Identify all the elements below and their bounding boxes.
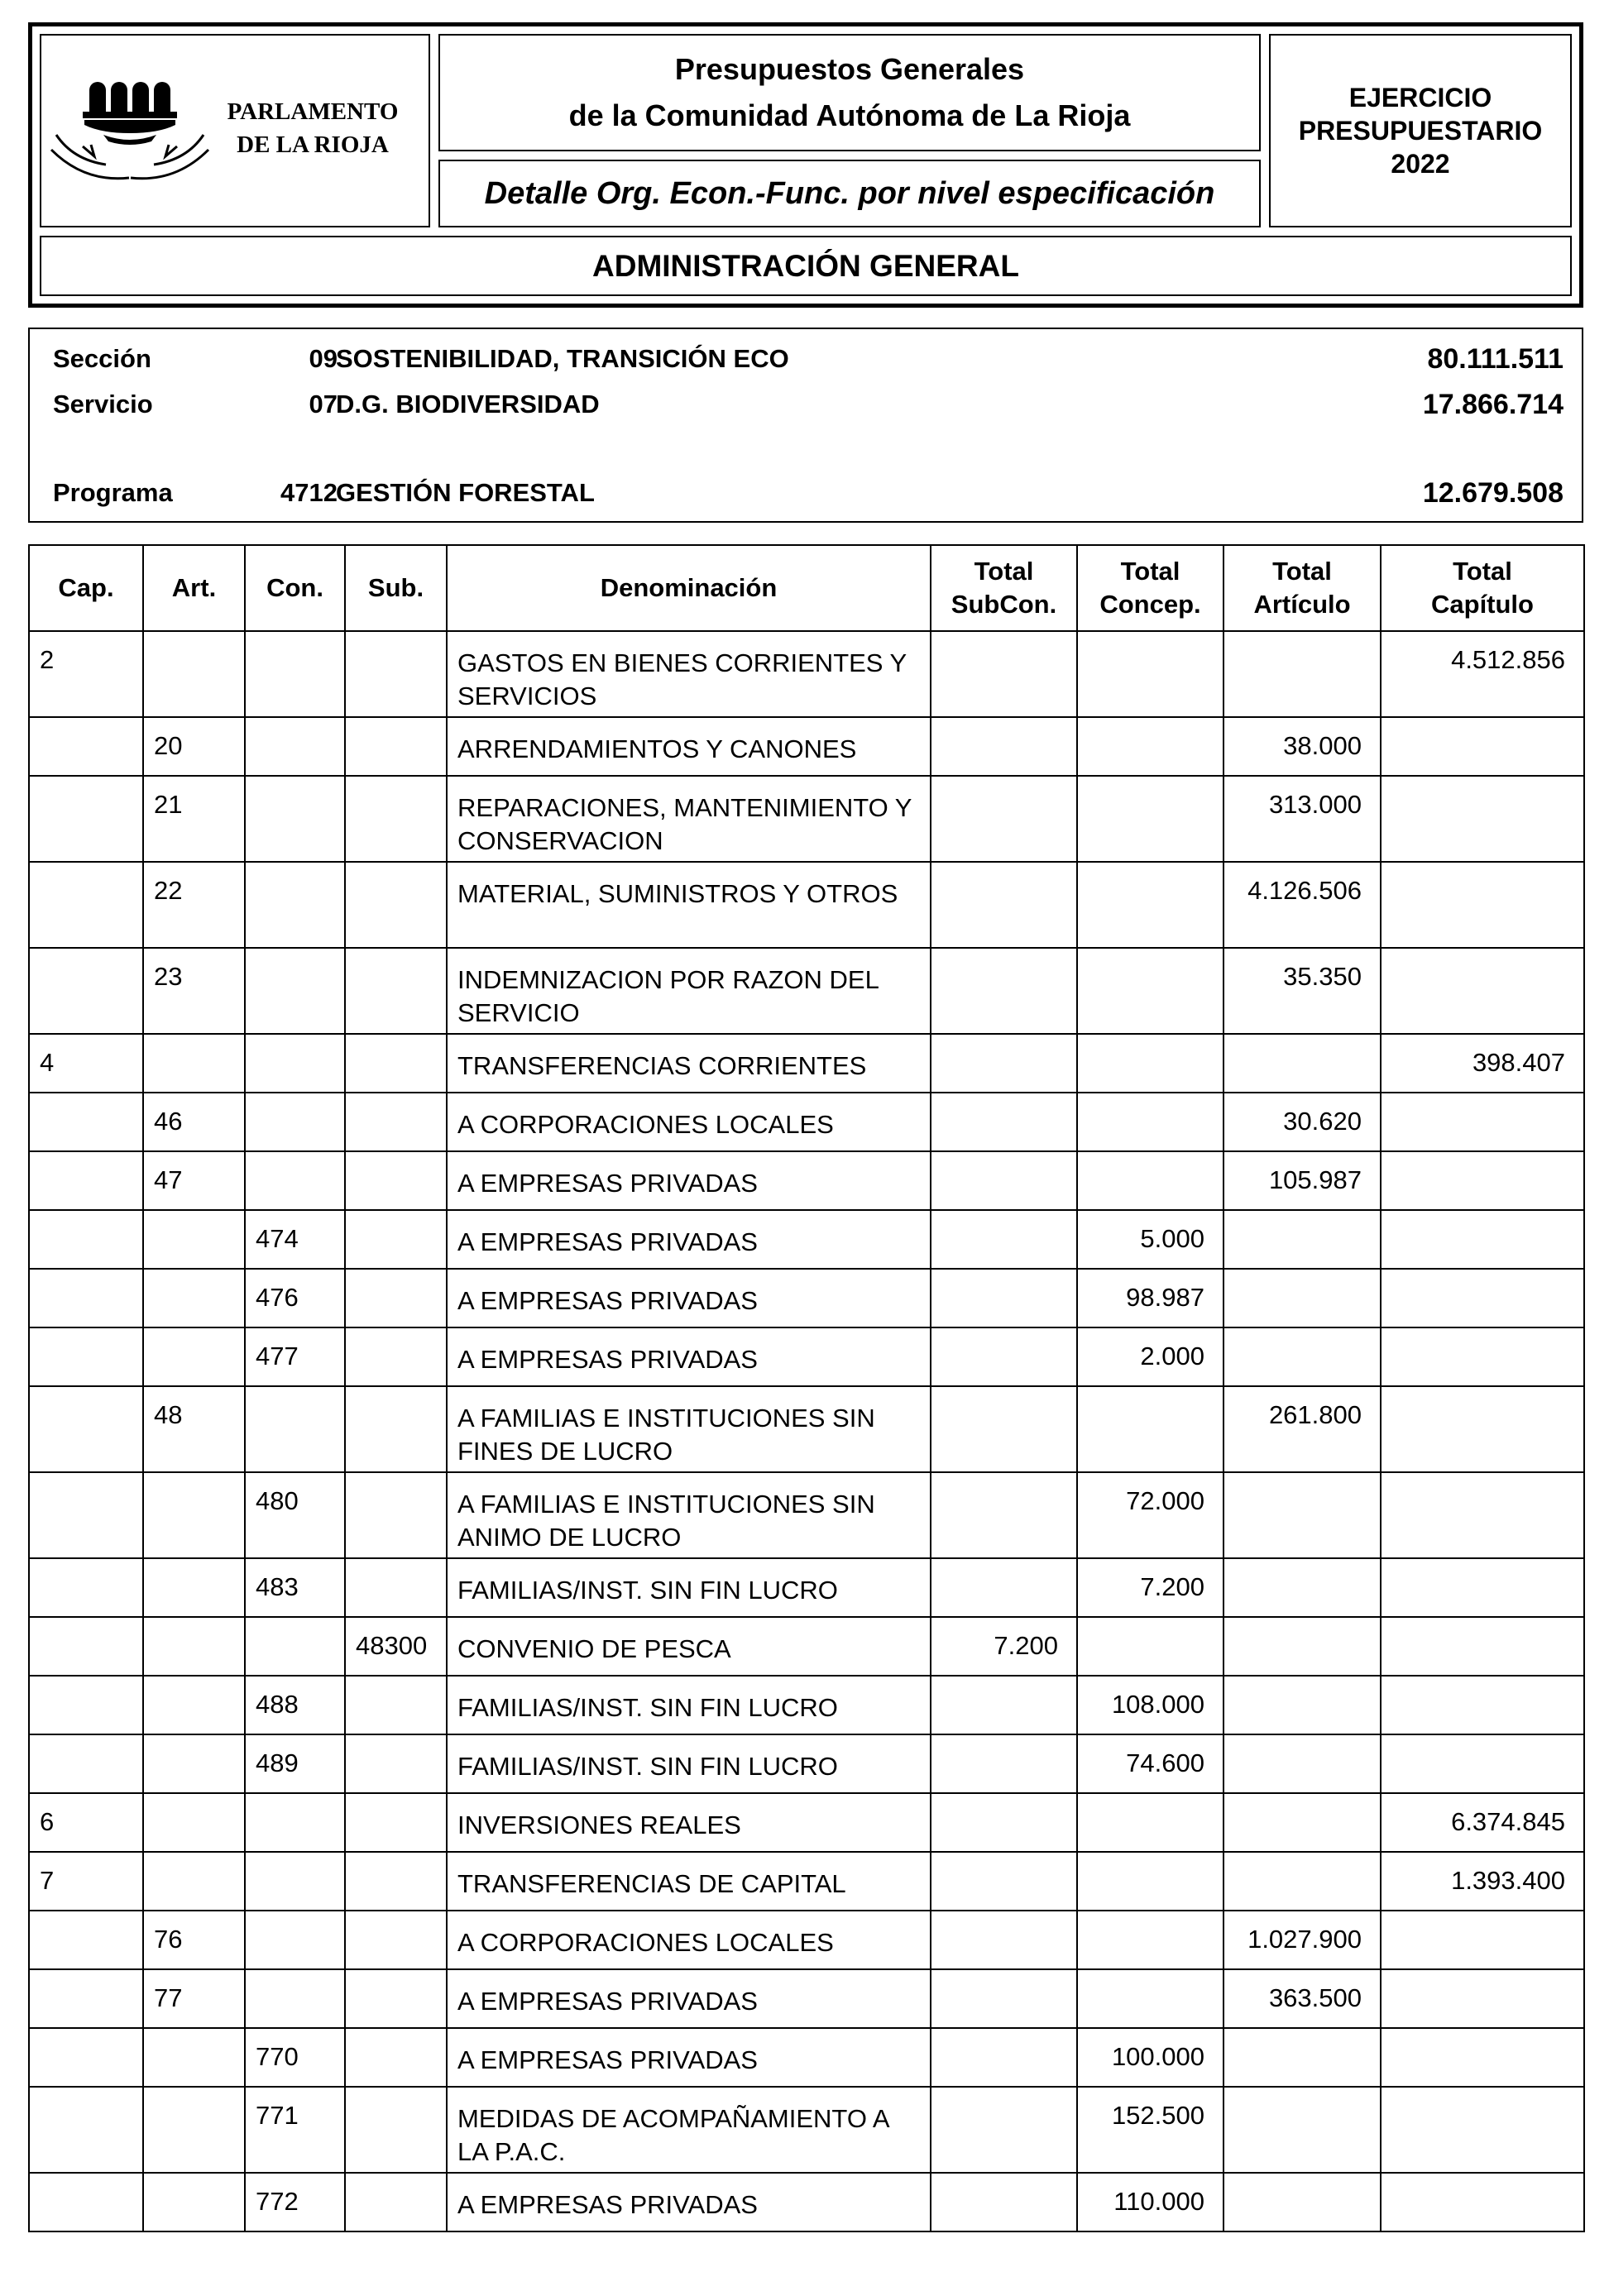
table-row — [29, 631, 1584, 717]
cell-concep — [1077, 1617, 1224, 1676]
cell-subcon — [931, 1558, 1077, 1617]
cell-concep — [1077, 1852, 1224, 1911]
cell-capitulo — [1381, 1617, 1584, 1676]
cell-cap — [29, 1386, 143, 1472]
cell-con: 771 — [245, 2087, 345, 2173]
table-row — [29, 1034, 1584, 1093]
cell-articulo — [1224, 1472, 1381, 1558]
cell-cap — [29, 1911, 143, 1969]
table-row — [29, 2087, 1584, 2173]
cell-sub: 48300 — [345, 1617, 447, 1676]
cell-con: 770 — [245, 2028, 345, 2087]
cell-capitulo — [1381, 1327, 1584, 1386]
cell-con — [245, 1969, 345, 2028]
table-row — [29, 776, 1584, 862]
cell-den: A EMPRESAS PRIVADAS — [447, 1151, 931, 1210]
cell-art: 46 — [143, 1093, 245, 1151]
cell-con — [245, 1093, 345, 1151]
cell-sub — [345, 1911, 447, 1969]
cell-cap — [29, 862, 143, 948]
cell-subcon — [931, 1852, 1077, 1911]
cell-articulo: 35.350 — [1224, 948, 1381, 1034]
table-row — [29, 1969, 1584, 2028]
cell-art — [143, 1210, 245, 1269]
cell-den: TRANSFERENCIAS CORRIENTES — [447, 1034, 931, 1093]
cell-subcon — [931, 1034, 1077, 1093]
cell-den: A CORPORACIONES LOCALES — [447, 1093, 931, 1151]
cell-art — [143, 1852, 245, 1911]
page-subtitle: Detalle Org. Econ.-Func. por nivel especificación — [484, 175, 1215, 211]
cell-concep: 110.000 — [1077, 2173, 1224, 2231]
cell-art — [143, 1269, 245, 1327]
cell-cap — [29, 1617, 143, 1676]
col-header-total-concep — [1077, 545, 1224, 631]
col-header-total-articulo-line1: Total — [1272, 557, 1332, 586]
cell-articulo — [1224, 1327, 1381, 1386]
programa-row — [30, 476, 1582, 509]
cell-den: A CORPORACIONES LOCALES — [447, 1911, 931, 1969]
cell-sub — [345, 2173, 447, 2231]
table-row — [29, 1151, 1584, 1210]
cell-capitulo: 1.393.400 — [1381, 1852, 1584, 1911]
cell-cap: 2 — [29, 631, 143, 717]
cell-art — [143, 1034, 245, 1093]
table-row — [29, 1558, 1584, 1617]
cell-art — [143, 1558, 245, 1617]
cell-concep — [1077, 631, 1224, 717]
cell-subcon — [931, 1734, 1077, 1793]
col-header-denominacion: Denominación — [447, 545, 931, 631]
cell-articulo — [1224, 2028, 1381, 2087]
table-row — [29, 1617, 1584, 1676]
col-header-total-subcon — [931, 545, 1077, 631]
cell-con: 488 — [245, 1676, 345, 1734]
cell-articulo: 105.987 — [1224, 1151, 1381, 1210]
cell-sub — [345, 1269, 447, 1327]
cell-capitulo — [1381, 2028, 1584, 2087]
col-header-total-subcon-line1: Total — [974, 557, 1034, 586]
cell-den: MATERIAL, SUMINISTROS Y OTROS — [447, 862, 931, 948]
cell-cap: 6 — [29, 1793, 143, 1852]
cell-articulo: 1.027.900 — [1224, 1911, 1381, 1969]
cell-art: 21 — [143, 776, 245, 862]
cell-den: REPARACIONES, MANTENIMIENTO Y CONSERVACION — [447, 776, 931, 862]
cell-subcon — [931, 2028, 1077, 2087]
cell-con — [245, 1386, 345, 1472]
cell-den: A EMPRESAS PRIVADAS — [447, 1969, 931, 2028]
cell-art — [143, 1327, 245, 1386]
cell-den: A FAMILIAS E INSTITUCIONES SIN FINES DE LUCRO — [447, 1386, 931, 1472]
cell-articulo — [1224, 1210, 1381, 1269]
table-row — [29, 862, 1584, 948]
col-header-total-capitulo-line1: Total — [1453, 557, 1512, 586]
cell-den: INVERSIONES REALES — [447, 1793, 931, 1852]
cell-capitulo — [1381, 2173, 1584, 2231]
cell-cap — [29, 776, 143, 862]
cell-subcon — [931, 1327, 1077, 1386]
table-row — [29, 1269, 1584, 1327]
cell-sub — [345, 2028, 447, 2087]
cell-subcon — [931, 1210, 1077, 1269]
programa-code: 4712 — [280, 478, 338, 507]
cell-cap — [29, 2087, 143, 2173]
cell-den: FAMILIAS/INST. SIN FIN LUCRO — [447, 1676, 931, 1734]
col-header-total-subcon-line2: SubCon. — [951, 590, 1057, 619]
cell-cap — [29, 1734, 143, 1793]
cell-subcon — [931, 1386, 1077, 1472]
cell-articulo — [1224, 1269, 1381, 1327]
col-header-total-articulo-line2: Artículo — [1253, 590, 1351, 619]
cell-subcon — [931, 631, 1077, 717]
title-box — [438, 34, 1261, 151]
cell-sub — [345, 1151, 447, 1210]
cell-concep — [1077, 717, 1224, 776]
table-row — [29, 1676, 1584, 1734]
cell-sub — [345, 1676, 447, 1734]
cell-subcon — [931, 1472, 1077, 1558]
cell-den: ARRENDAMIENTOS Y CANONES — [447, 717, 931, 776]
cell-concep — [1077, 948, 1224, 1034]
seccion-amount: 80.111.511 — [1427, 343, 1564, 375]
cell-cap — [29, 1093, 143, 1151]
cell-subcon — [931, 1793, 1077, 1852]
cell-art — [143, 2173, 245, 2231]
table-row — [29, 1327, 1584, 1386]
cell-con — [245, 1034, 345, 1093]
cell-con: 772 — [245, 2173, 345, 2231]
ejercicio-box — [1269, 34, 1572, 227]
cell-cap — [29, 2028, 143, 2087]
cell-den: A EMPRESAS PRIVADAS — [447, 2028, 931, 2087]
budget-table — [28, 544, 1585, 2232]
cell-art — [143, 631, 245, 717]
subtitle-box — [438, 160, 1261, 227]
cell-cap — [29, 1969, 143, 2028]
cell-den: A EMPRESAS PRIVADAS — [447, 1327, 931, 1386]
cell-articulo: 313.000 — [1224, 776, 1381, 862]
cell-sub — [345, 1327, 447, 1386]
cell-sub — [345, 948, 447, 1034]
seccion-code: 09 — [309, 344, 338, 373]
cell-concep — [1077, 776, 1224, 862]
cell-capitulo — [1381, 717, 1584, 776]
cell-con: 477 — [245, 1327, 345, 1386]
cell-den: MEDIDAS DE ACOMPAÑAMIENTO A LA P.A.C. — [447, 2087, 931, 2173]
servicio-row — [30, 388, 1582, 421]
cell-concep: 74.600 — [1077, 1734, 1224, 1793]
cell-concep — [1077, 862, 1224, 948]
cell-articulo — [1224, 2173, 1381, 2231]
cell-articulo — [1224, 631, 1381, 717]
table-row — [29, 717, 1584, 776]
parliament-crest-icon — [50, 70, 215, 186]
col-header-cap: Cap. — [29, 545, 143, 631]
cell-concep — [1077, 1151, 1224, 1210]
cell-concep — [1077, 1969, 1224, 2028]
col-header-art: Art. — [143, 545, 245, 631]
cell-art — [143, 1734, 245, 1793]
cell-cap — [29, 1269, 143, 1327]
cell-articulo — [1224, 1558, 1381, 1617]
logo-line2: DE LA RIOJA — [237, 132, 389, 158]
cell-cap — [29, 717, 143, 776]
admin-title: ADMINISTRACIÓN GENERAL — [592, 248, 1019, 283]
cell-subcon — [931, 717, 1077, 776]
cell-articulo: 363.500 — [1224, 1969, 1381, 2028]
table-row — [29, 1386, 1584, 1472]
programa-amount: 12.679.508 — [1422, 477, 1564, 509]
servicio-desc: D.G. BIODIVERSIDAD — [336, 390, 600, 419]
cell-art: 77 — [143, 1969, 245, 2028]
cell-sub — [345, 1852, 447, 1911]
cell-den: A FAMILIAS E INSTITUCIONES SIN ANIMO DE LUCRO — [447, 1472, 931, 1558]
cell-concep: 72.000 — [1077, 1472, 1224, 1558]
cell-articulo: 261.800 — [1224, 1386, 1381, 1472]
admin-box — [40, 236, 1572, 296]
cell-den: A EMPRESAS PRIVADAS — [447, 2173, 931, 2231]
cell-concep — [1077, 1793, 1224, 1852]
cell-subcon — [931, 1093, 1077, 1151]
cell-articulo — [1224, 1034, 1381, 1093]
cell-art: 47 — [143, 1151, 245, 1210]
cell-sub — [345, 1034, 447, 1093]
servicio-amount: 17.866.714 — [1422, 389, 1564, 420]
col-header-total-capitulo-line2: Capítulo — [1431, 590, 1534, 619]
cell-concep: 108.000 — [1077, 1676, 1224, 1734]
cell-capitulo — [1381, 1386, 1584, 1472]
cell-capitulo: 4.512.856 — [1381, 631, 1584, 717]
cell-concep: 100.000 — [1077, 2028, 1224, 2087]
cell-subcon — [931, 1269, 1077, 1327]
cell-con — [245, 862, 345, 948]
table-row — [29, 1210, 1584, 1269]
table-row — [29, 1472, 1584, 1558]
cell-sub — [345, 631, 447, 717]
cell-articulo — [1224, 2087, 1381, 2173]
cell-art: 48 — [143, 1386, 245, 1472]
cell-con — [245, 1911, 345, 1969]
cell-con: 489 — [245, 1734, 345, 1793]
cell-con — [245, 1151, 345, 1210]
cell-subcon — [931, 2087, 1077, 2173]
cell-con: 474 — [245, 1210, 345, 1269]
cell-con: 480 — [245, 1472, 345, 1558]
cell-sub — [345, 1210, 447, 1269]
cell-capitulo — [1381, 2087, 1584, 2173]
cell-articulo: 38.000 — [1224, 717, 1381, 776]
seccion-row — [30, 342, 1582, 375]
cell-con — [245, 776, 345, 862]
cell-con: 483 — [245, 1558, 345, 1617]
cell-subcon — [931, 1911, 1077, 1969]
table-header-row — [29, 545, 1584, 631]
cell-art: 76 — [143, 1911, 245, 1969]
col-header-con: Con. — [245, 545, 345, 631]
cell-sub — [345, 1558, 447, 1617]
cell-capitulo — [1381, 1151, 1584, 1210]
cell-con — [245, 1793, 345, 1852]
cell-concep — [1077, 1093, 1224, 1151]
cell-capitulo — [1381, 1093, 1584, 1151]
cell-cap — [29, 948, 143, 1034]
cell-subcon — [931, 1676, 1077, 1734]
servicio-code: 07 — [309, 390, 338, 419]
cell-sub — [345, 862, 447, 948]
cell-den: TRANSFERENCIAS DE CAPITAL — [447, 1852, 931, 1911]
cell-art: 23 — [143, 948, 245, 1034]
cell-articulo — [1224, 1852, 1381, 1911]
cell-den: GASTOS EN BIENES CORRIENTES Y SERVICIOS — [447, 631, 931, 717]
cell-den: FAMILIAS/INST. SIN FIN LUCRO — [447, 1558, 931, 1617]
table-row — [29, 1093, 1584, 1151]
cell-articulo — [1224, 1617, 1381, 1676]
cell-den: INDEMNIZACION POR RAZON DEL SERVICIO — [447, 948, 931, 1034]
table-row — [29, 1734, 1584, 1793]
cell-con — [245, 1852, 345, 1911]
table-row — [29, 1852, 1584, 1911]
cell-capitulo: 6.374.845 — [1381, 1793, 1584, 1852]
col-header-total-concep-line2: Concep. — [1099, 590, 1201, 619]
cell-cap — [29, 1676, 143, 1734]
cell-capitulo — [1381, 1558, 1584, 1617]
cell-subcon: 7.200 — [931, 1617, 1077, 1676]
cell-art — [143, 1676, 245, 1734]
table-row — [29, 2173, 1584, 2231]
programa-label: Programa — [53, 478, 173, 507]
cell-capitulo — [1381, 1969, 1584, 2028]
table-row — [29, 2028, 1584, 2087]
cell-sub — [345, 1969, 447, 2028]
cell-con — [245, 1617, 345, 1676]
cell-concep: 5.000 — [1077, 1210, 1224, 1269]
cell-concep — [1077, 1911, 1224, 1969]
cell-concep: 2.000 — [1077, 1327, 1224, 1386]
servicio-label: Servicio — [53, 390, 153, 419]
table-row — [29, 1911, 1584, 1969]
cell-den: A EMPRESAS PRIVADAS — [447, 1269, 931, 1327]
cell-art: 20 — [143, 717, 245, 776]
cell-concep — [1077, 1386, 1224, 1472]
cell-articulo: 30.620 — [1224, 1093, 1381, 1151]
cell-con: 476 — [245, 1269, 345, 1327]
cell-cap — [29, 1327, 143, 1386]
seccion-desc: SOSTENIBILIDAD, TRANSICIÓN ECO — [336, 344, 789, 373]
cell-cap: 7 — [29, 1852, 143, 1911]
page-title-line2: de la Comunidad Autónoma de La Rioja — [568, 98, 1131, 132]
col-header-total-articulo — [1224, 545, 1381, 631]
logo-box — [40, 34, 430, 227]
cell-art — [143, 1793, 245, 1852]
budget-year: 2022 — [1391, 149, 1450, 179]
table-row — [29, 1793, 1584, 1852]
cell-articulo — [1224, 1734, 1381, 1793]
ejercicio-label: EJERCICIO — [1348, 83, 1492, 112]
cell-capitulo — [1381, 1734, 1584, 1793]
cell-sub — [345, 776, 447, 862]
cell-capitulo — [1381, 1472, 1584, 1558]
cell-capitulo — [1381, 1269, 1584, 1327]
cell-capitulo — [1381, 776, 1584, 862]
cell-sub — [345, 1093, 447, 1151]
cell-capitulo — [1381, 1911, 1584, 1969]
cell-den: A EMPRESAS PRIVADAS — [447, 1210, 931, 1269]
cell-cap — [29, 1472, 143, 1558]
cell-subcon — [931, 1151, 1077, 1210]
cell-sub — [345, 1793, 447, 1852]
seccion-label: Sección — [53, 344, 151, 373]
cell-art — [143, 2028, 245, 2087]
cell-art — [143, 1617, 245, 1676]
cell-subcon — [931, 776, 1077, 862]
cell-concep: 98.987 — [1077, 1269, 1224, 1327]
col-header-total-concep-line1: Total — [1120, 557, 1180, 586]
cell-sub — [345, 1734, 447, 1793]
cell-art — [143, 1472, 245, 1558]
cell-concep: 7.200 — [1077, 1558, 1224, 1617]
cell-cap — [29, 1558, 143, 1617]
cell-den: FAMILIAS/INST. SIN FIN LUCRO — [447, 1734, 931, 1793]
cell-sub — [345, 717, 447, 776]
table-row — [29, 948, 1584, 1034]
cell-capitulo — [1381, 862, 1584, 948]
cell-cap: 4 — [29, 1034, 143, 1093]
cell-capitulo — [1381, 1676, 1584, 1734]
cell-con — [245, 631, 345, 717]
logo-line1: PARLAMENTO — [227, 98, 399, 125]
cell-subcon — [931, 2173, 1077, 2231]
cell-cap — [29, 2173, 143, 2231]
presupuestario-label: PRESUPUESTARIO — [1298, 116, 1543, 146]
col-header-total-capitulo — [1381, 545, 1584, 631]
page-title-line1: Presupuestos Generales — [674, 52, 1025, 86]
cell-con — [245, 948, 345, 1034]
programa-desc: GESTIÓN FORESTAL — [336, 478, 595, 507]
cell-den: CONVENIO DE PESCA — [447, 1617, 931, 1676]
cell-sub — [345, 1386, 447, 1472]
cell-cap — [29, 1151, 143, 1210]
cell-con — [245, 717, 345, 776]
col-header-sub: Sub. — [345, 545, 447, 631]
cell-capitulo — [1381, 1210, 1584, 1269]
cell-capitulo: 398.407 — [1381, 1034, 1584, 1093]
cell-concep: 152.500 — [1077, 2087, 1224, 2173]
info-box — [28, 328, 1583, 523]
cell-art — [143, 2087, 245, 2173]
cell-concep — [1077, 1034, 1224, 1093]
cell-articulo — [1224, 1793, 1381, 1852]
cell-cap — [29, 1210, 143, 1269]
cell-subcon — [931, 948, 1077, 1034]
cell-subcon — [931, 1969, 1077, 2028]
cell-articulo: 4.126.506 — [1224, 862, 1381, 948]
cell-articulo — [1224, 1676, 1381, 1734]
cell-sub — [345, 2087, 447, 2173]
cell-subcon — [931, 862, 1077, 948]
cell-sub — [345, 1472, 447, 1558]
cell-art: 22 — [143, 862, 245, 948]
cell-capitulo — [1381, 948, 1584, 1034]
